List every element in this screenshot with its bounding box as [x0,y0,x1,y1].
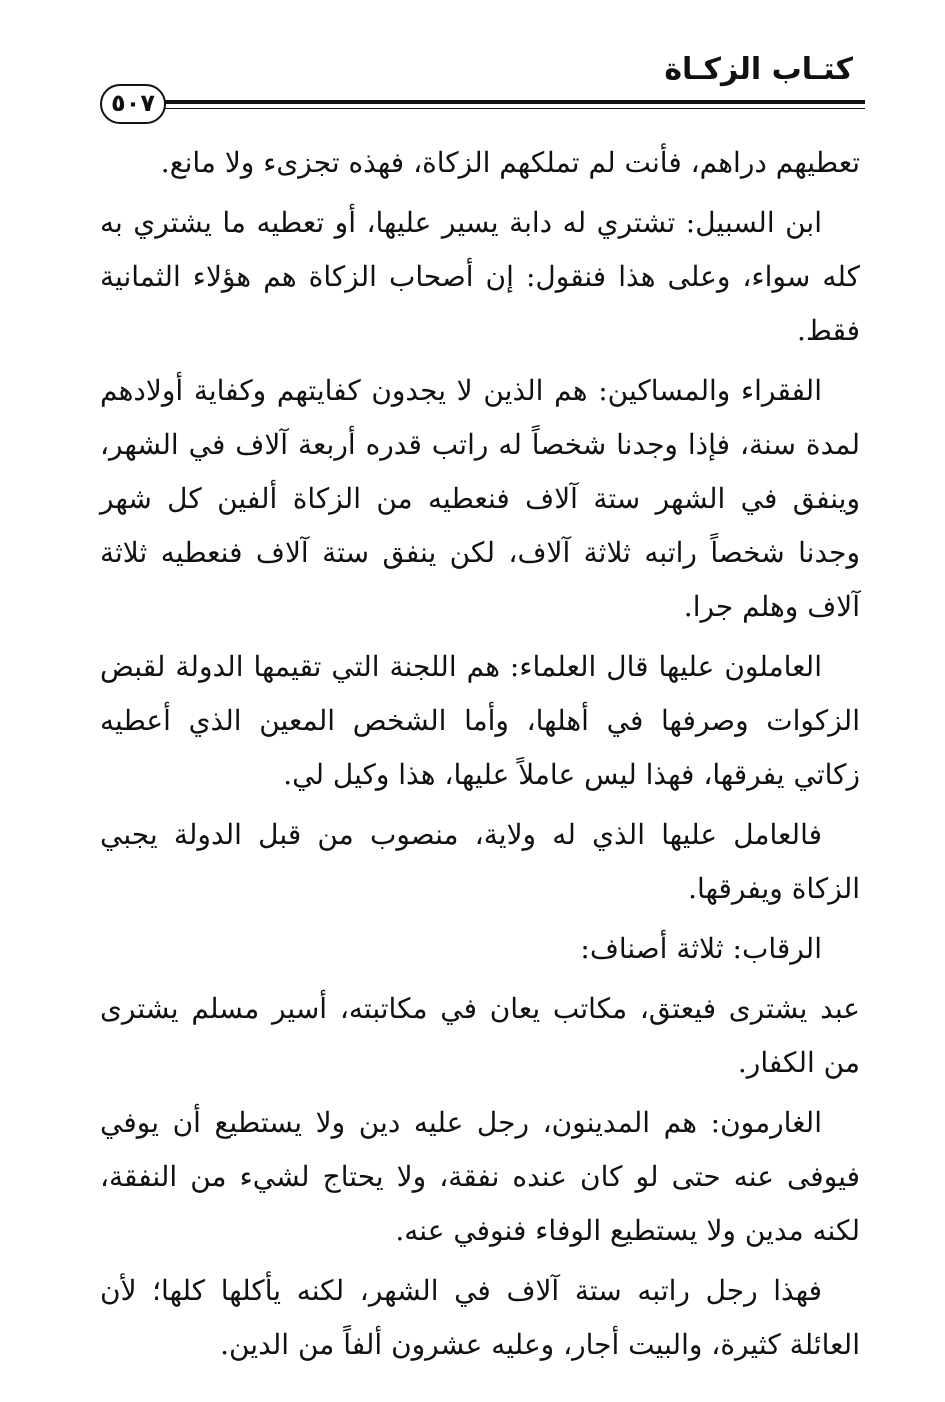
body-paragraph: عبد يشترى فيعتق، مكاتب يعان في مكاتبته، أسير مسلم يشترى من الكفار. [100,992,860,1079]
body-paragraph: الفقراء والمساكين: هم الذين لا يجدون كفايتهم وكفاية أولادهم لمدة سنة، فإذا وجدنا شخصاً له راتب قدره أربعة آلاف في الشهر، وينفق في الشهر ستة آلاف فنعطيه من الزكاة ألفين كل شهر وجدنا شخصاً راتبه ثلاثة آلاف، لكن ينفق ستة آلاف فنعطيه ثلاثة آلاف وهلم جرا. [100,374,860,623]
body-paragraph: تعطيهم دراهم، فأنت لم تملكهم الزكاة، فهذه تجزىء ولا مانع. [160,146,860,179]
page-number-badge: ٥٠٧ [100,84,166,124]
chapter-title: كتـاب الزكـاة [664,52,853,87]
body-paragraph: الرقاب: ثلاثة أصناف: [580,932,822,965]
body-paragraph: الغارمون: هم المدينون، رجل عليه دين ولا يستطيع أن يوفي فيوفى عنه حتى لو كان عنده نفقة، ولا يحتاج لشيء من النفقة، لكنه مدين ولا يستطيع الوفاء فنوفي عنه. [100,1106,860,1247]
body-paragraph: ابن السبيل: تشتري له دابة يسير عليها، أو تعطيه ما يشتري به كله سواء، وعلى هذا فنقول: إن أصحاب الزكاة هم هؤلاء الثمانية فقط. [100,206,860,347]
header-rule-thin [160,108,865,109]
body-paragraph: فالعامل عليها الذي له ولاية، منصوب من قبل الدولة يجبي الزكاة ويفرقها. [100,818,860,905]
header-rule-thick [160,100,865,104]
body-paragraph: فهذا رجل راتبه ستة آلاف في الشهر، لكنه يأكلها كلها؛ لأن العائلة كثيرة، والبيت أجار، وعليه عشرون ألفاً من الدين. [100,1274,860,1361]
page-header [0,0,945,130]
body-paragraph: العاملون عليها قال العلماء: هم اللجنة التي تقيمها الدولة لقبض الزكوات وصرفها في أهلها، وأما الشخص المعين الذي أعطيه زكاتي يفرقها، فهذا ليس عاملاً عليها، هذا وكيل لي. [100,650,860,791]
page-body-text [100,136,860,1378]
